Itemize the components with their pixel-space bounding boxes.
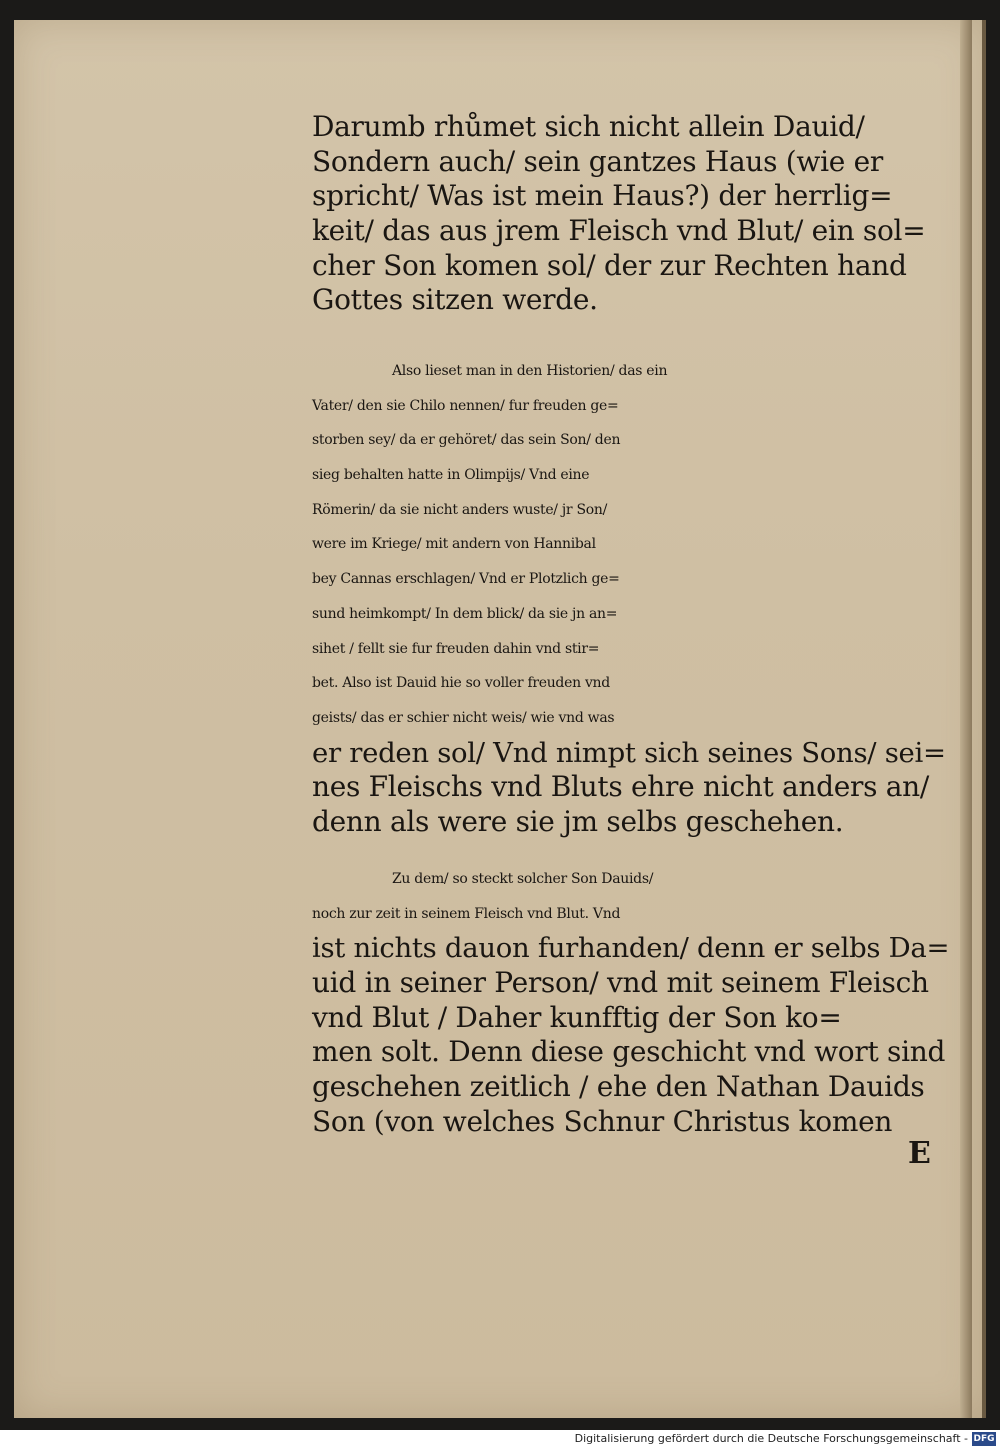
text-line: Vater/ den sie Chilo nennen/ fur freuden ge= xyxy=(312,397,619,414)
text-line: Son (von welches Schnur Christus komen xyxy=(312,1104,893,1138)
text-line: sieg behalten hatte in Olimpijs/ Vnd eine xyxy=(312,467,590,484)
text-line: cher Son komen sol/ der zur Rechten hand xyxy=(312,248,907,282)
dfg-logo-icon: DFG xyxy=(973,1434,995,1444)
text-line: noch zur zeit in seinem Fleisch vnd Blut. Vnd xyxy=(312,905,621,922)
page-edge xyxy=(960,20,972,1418)
catchword: E xyxy=(908,1136,931,1171)
text-line: Zu dem/ so steckt solcher Son Dauids/ xyxy=(392,871,654,887)
text-line: Römerin/ da sie nicht anders wuste/ jr Son/ xyxy=(312,501,608,518)
text-line: Also lieset man in den Historien/ das ein xyxy=(392,363,668,379)
text-line: Sondern auch/ sein gantzes Haus (wie er xyxy=(312,144,883,178)
text-line: geschehen zeitlich / ehe den Nathan Dauids xyxy=(312,1070,925,1104)
text-line: denn als were sie jm selbs geschehen. xyxy=(312,804,844,838)
text-line: bet. Also ist Dauid hie so voller freuden vnd xyxy=(312,675,610,692)
text-line: vnd Blut / Daher kunfftig der Son ko= xyxy=(312,1000,842,1034)
text-line: were im Kriege/ mit andern von Hannibal xyxy=(312,536,596,553)
text-line: storben sey/ da er gehöret/ das sein Son/ den xyxy=(312,432,621,449)
text-line: men solt. Denn diese geschicht vnd wort sind xyxy=(312,1035,946,1069)
paragraph-1 xyxy=(312,110,925,318)
text-line: nes Fleischs vnd Bluts ehre nicht anders an/ xyxy=(312,770,930,804)
text-line: uid in seiner Person/ vnd mit seinem Fleisch xyxy=(312,966,929,1000)
paragraph-2 xyxy=(312,354,946,840)
text-line: Darumb rhůmet sich nicht allein Dauid/ xyxy=(312,110,865,143)
text-line: sihet / fellt sie fur freuden dahin vnd stir= xyxy=(312,640,600,657)
text-line: bey Cannas erschlagen/ Vnd er Plotzlich ge= xyxy=(312,571,620,588)
text-line: er reden sol/ Vnd nimpt sich seines Sons/ sei= xyxy=(312,736,946,769)
text-line: geists/ das er schier nicht weis/ wie vnd was xyxy=(312,709,615,726)
text-line: ist nichts dauon furhanden/ denn er selbs Da= xyxy=(312,932,950,965)
footer-credit-text: Digitalisierung gefördert durch die Deutsche Forschungsgemeinschaft - xyxy=(574,1432,968,1445)
text-line: keit/ das aus jrem Fleisch vnd Blut/ ein sol= xyxy=(312,214,926,248)
digitization-footer xyxy=(0,1430,1000,1449)
text-line: Gottes sitzen werde. xyxy=(312,283,598,317)
text-line: sund heimkompt/ In dem blick/ da sie jn an= xyxy=(312,605,618,622)
paragraph-3 xyxy=(312,862,949,1140)
text-line: spricht/ Was ist mein Haus?) der herrlig= xyxy=(312,179,893,213)
